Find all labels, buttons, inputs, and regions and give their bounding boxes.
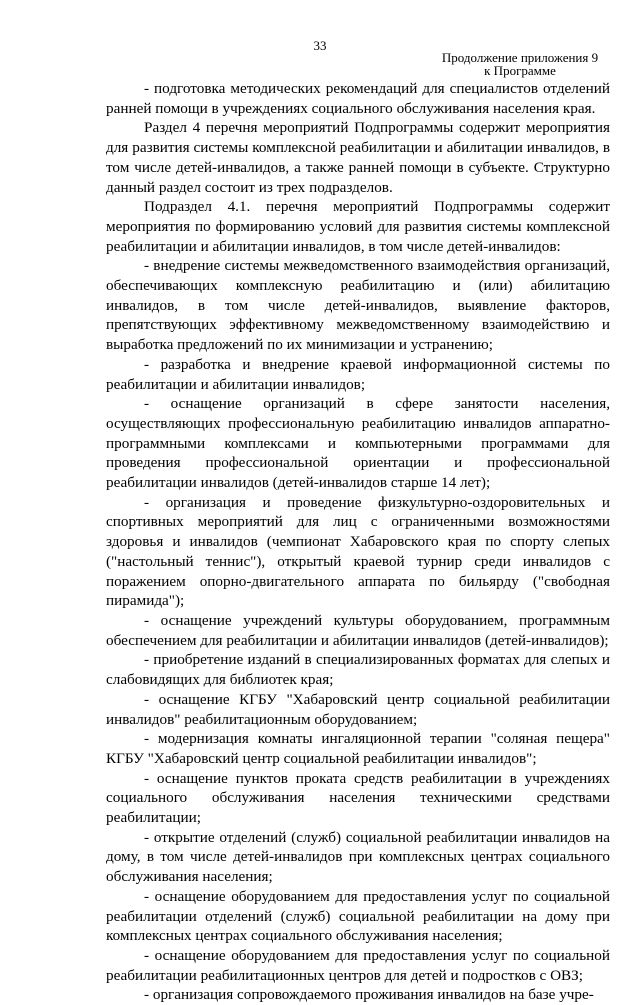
body-text — [106, 79, 610, 1005]
page-number: 33 — [313, 38, 327, 53]
paragraph: - разработка и внедрение краевой информационной системы по реабилитации и абилитации инвалидов; — [106, 355, 610, 393]
paragraph: - подготовка методических рекомендаций для специалистов отделений ранней помощи в учреждениях социального обслуживания населения края. — [106, 80, 610, 117]
paragraph: Раздел 4 перечня мероприятий Подпрограммы содержит мероприятия для развития системы комплексной реабилитации и абилитации инвалидов, в том числе детей-инвалидов, а также ранней помощи в субъекте. Структурно данный раздел состоит из трех подразделов. — [106, 119, 610, 196]
paragraph: Подраздел 4.1. перечня мероприятий Подпрограммы содержит мероприятия по формированию условий для развития системы комплексной реабилитации и абилитации инвалидов, в том числе детей-инвалидов: — [106, 198, 610, 255]
paragraph: - модернизация комнаты ингаляционной терапии "соляная пещера" КГБУ "Хабаровский центр социальной реабилитации инвалидов"; — [106, 730, 610, 767]
paragraph: - приобретение изданий в специализированных форматах для слепых и слабовидящих для библиотек края; — [106, 651, 610, 689]
paragraph: - организация и проведение физкультурно-оздоровительных и спортивных мероприятий для лиц с ограниченными возможностями здоровья и инвалидов (чемпионат Хабаровского края по спорту слепых ("настольный теннис"), открытый краевой турнир среди инвалидов с поражением опорно-двигательного аппарата по бильярду ("свободная пирамида"); — [106, 493, 610, 610]
paragraph: - внедрение системы межведомственного взаимодействия организаций, обеспечивающих комплексную реабилитацию и (или) абилитацию инвалидов, в том числе детей-инвалидов, выявление факторов, препятствующих эффективному межведомственному взаимодействию и выработка предложений по их минимизации и устранению; — [106, 257, 610, 354]
paragraph: - оснащение организаций в сфере занятости населения, осуществляющих профессиональную реабилитацию инвалидов аппаратно-программными комплексами и компьютерными программами для проведения профессиональной ориентации и профессиональной реабилитации инвалидов (детей-инвалидов старше 14 лет); — [106, 395, 610, 492]
paragraph: - оснащение учреждений культуры оборудованием, программным обеспечением для реабилитации и абилитации инвалидов (детей-инвалидов); — [106, 611, 610, 649]
appendix-note — [420, 51, 620, 77]
paragraph: - организация сопровождаемого проживания инвалидов на базе учре- — [144, 986, 594, 1004]
paragraph: - оснащение КГБУ "Хабаровский центр социальной реабилитации инвалидов" реабилитационным оборудованием; — [106, 690, 610, 728]
appendix-note-line-2: к Программе — [484, 63, 556, 78]
appendix-note-line-1: Продолжение приложения 9 — [441, 50, 599, 65]
paragraph: - открытие отделений (служб) социальной реабилитации инвалидов на дому, в том числе детей-инвалидов при комплексных центрах социального обслуживания населения; — [106, 828, 610, 886]
paragraph: - оснащение оборудованием для предоставления услуг по социальной реабилитации отделений (служб) социальной реабилитации на дому при комплексных центрах социального обслуживания населения; — [106, 887, 610, 945]
paragraph: - оснащение оборудованием для предоставления услуг по социальной реабилитации реабилитационных центров для детей и подростков с ОВЗ; — [106, 946, 610, 984]
paragraph: - оснащение пунктов проката средств реабилитации в учреждениях социального обслуживания населения техническими средствами реабилитации; — [106, 769, 610, 827]
